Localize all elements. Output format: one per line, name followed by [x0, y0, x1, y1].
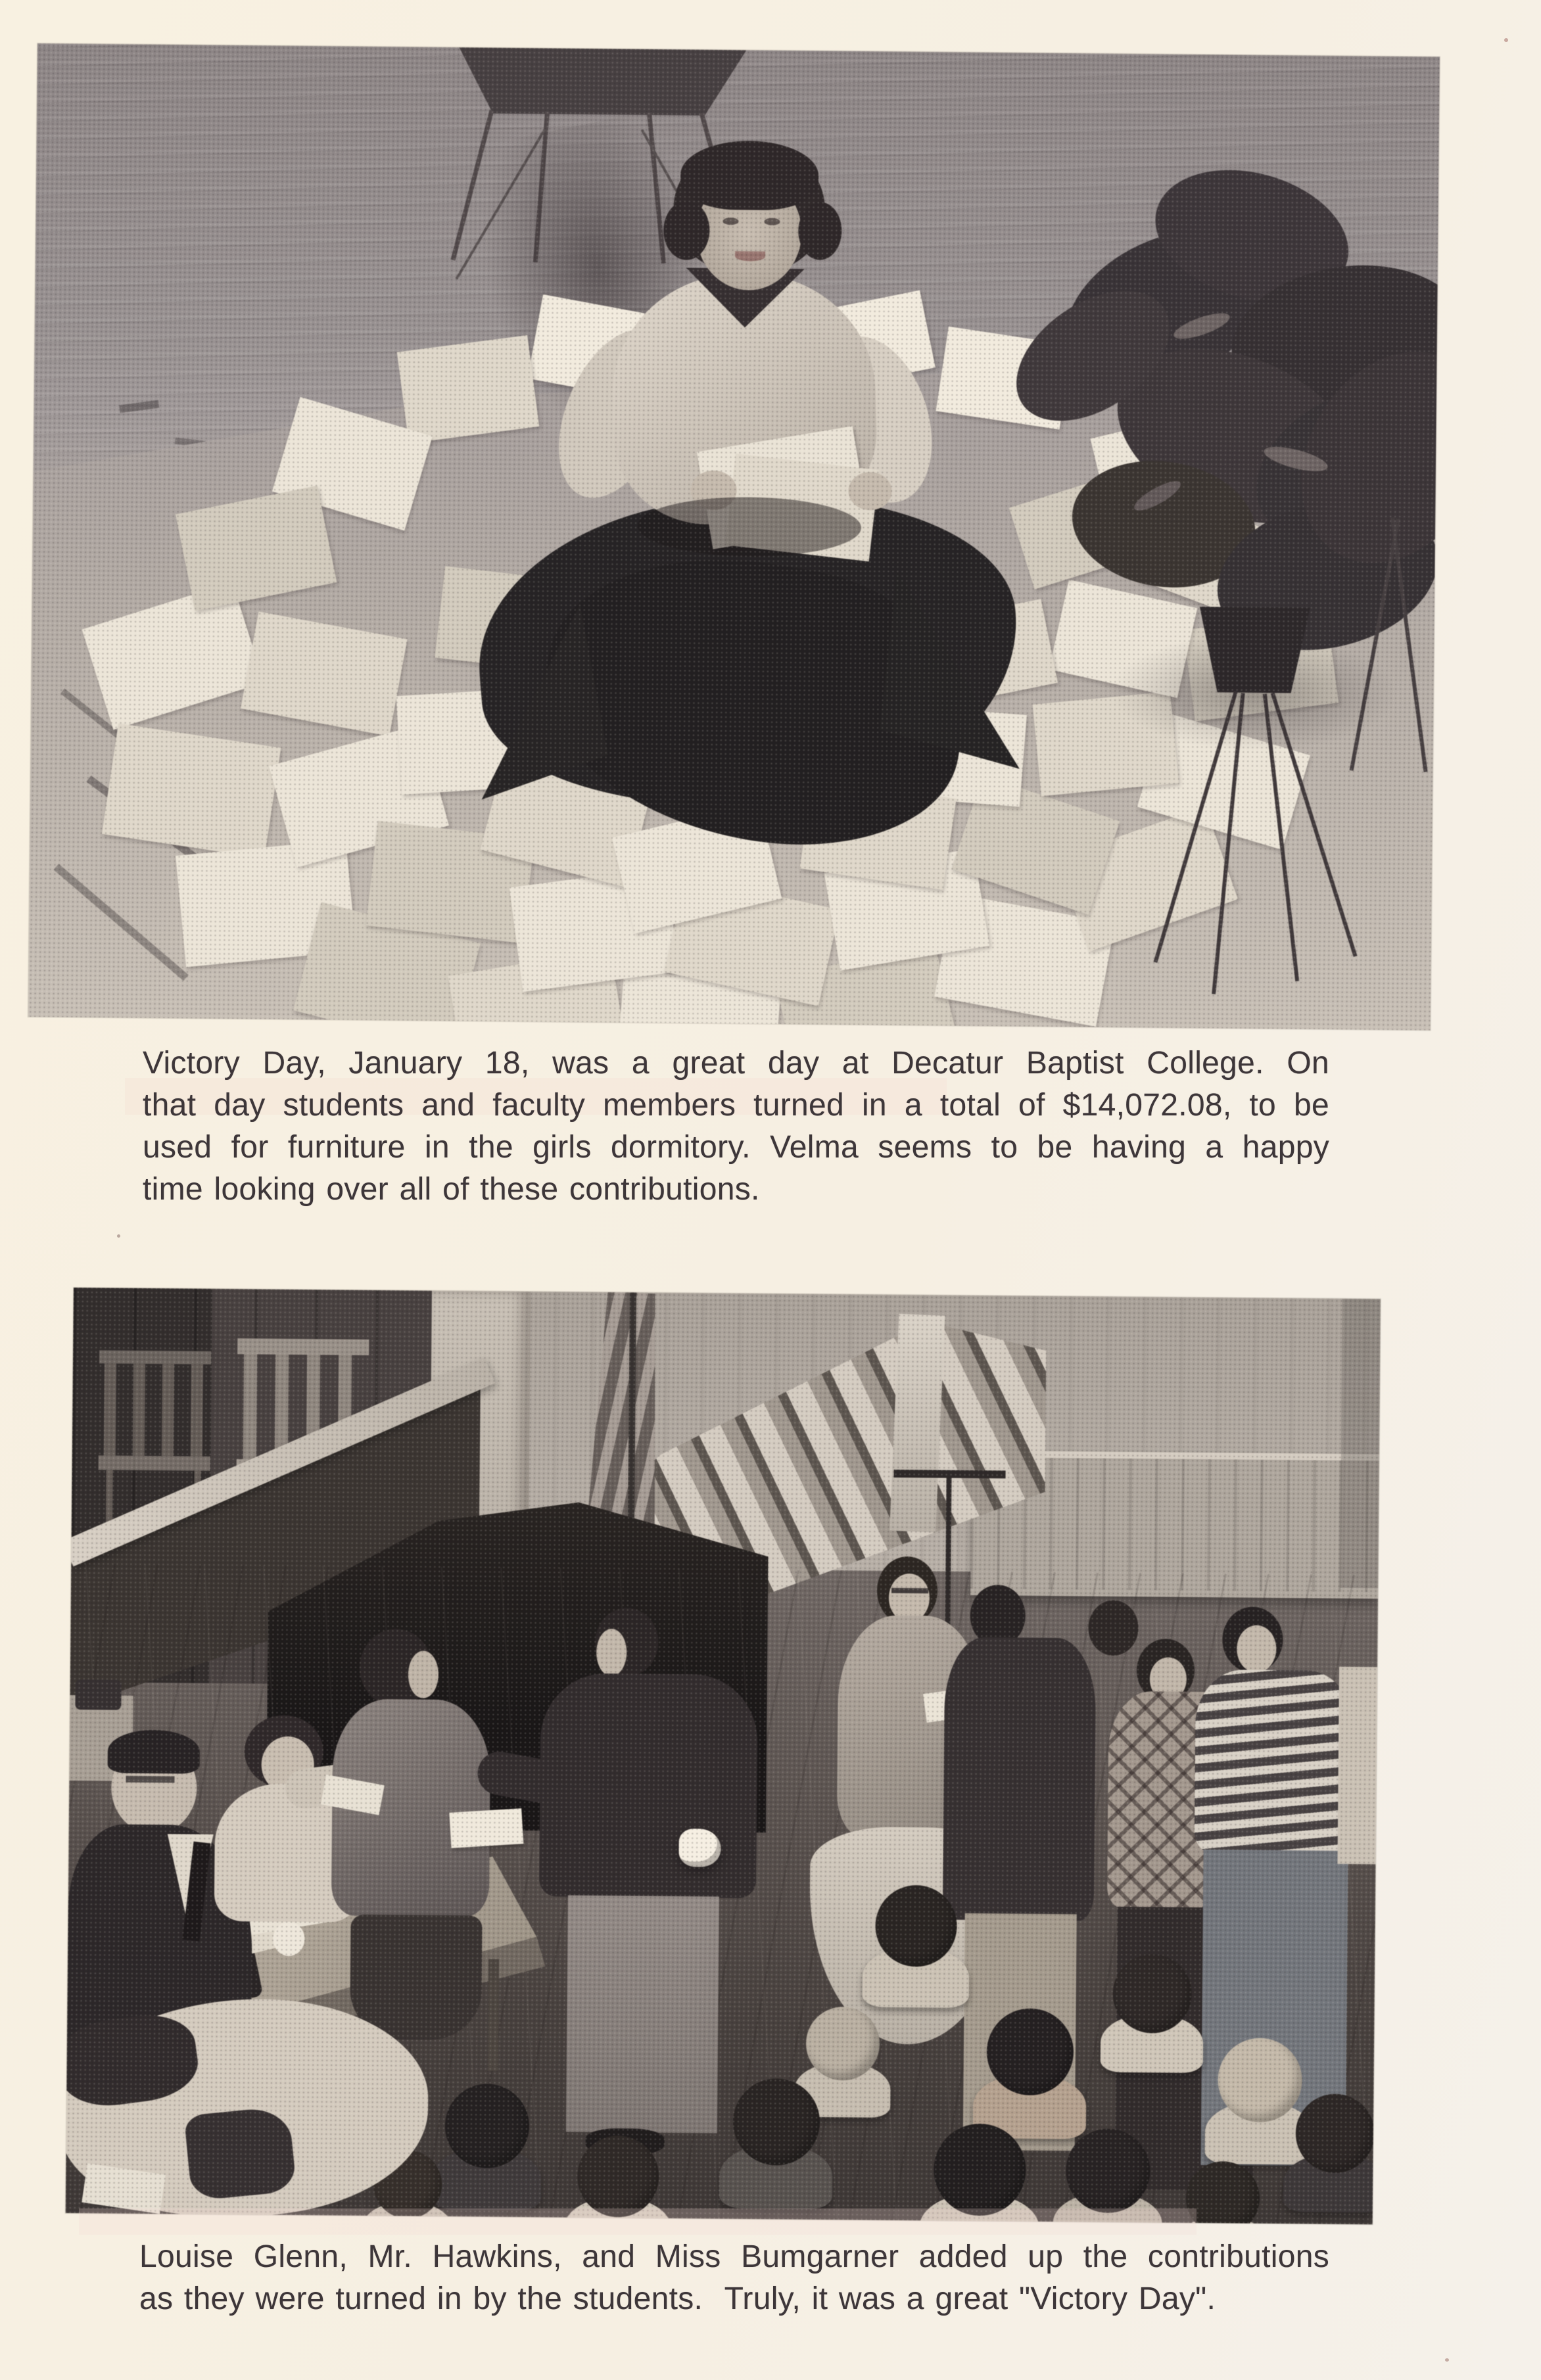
- scan-tint: [79, 2208, 1197, 2235]
- paper-scrap: [102, 724, 281, 858]
- velma-hair-fringe: [680, 140, 819, 210]
- seated-audience-member: [863, 1885, 970, 1992]
- audience-head: [806, 2007, 880, 2081]
- seated-audience-member: [973, 2008, 1087, 2122]
- caption-line: used for furniture in the girls dormitory. Velma seems to be having a happy: [143, 1130, 1329, 1165]
- caption-line: as they were turned in by the students. Truly, it was a great "Victory Day".: [139, 2281, 1216, 2316]
- caption-line: time looking over all of these contributions.: [143, 1172, 760, 1207]
- caption-line: Louise Glenn, Mr. Hawkins, and Miss Bumgarner added up the contributions: [139, 2239, 1329, 2274]
- scan-speck: [1504, 38, 1508, 42]
- plant-floor-shadow: [1109, 632, 1400, 753]
- seated-audience-member: [1101, 1954, 1204, 2057]
- audience-head: [1185, 2161, 1260, 2224]
- audience-head: [1066, 2128, 1150, 2213]
- photo-counting-contributions: [66, 1288, 1381, 2224]
- audience-head: [444, 2084, 529, 2168]
- velma-figure: [451, 126, 1062, 829]
- velma-hand: [848, 472, 892, 511]
- caption-victory-day: [143, 1042, 1329, 1211]
- scan-speck: [117, 1234, 120, 1238]
- photo-velma-victory-day: [28, 43, 1440, 1030]
- audience-head: [1112, 1954, 1192, 2034]
- caption-line: Victory Day, January 18, was a great day at Decatur Baptist College. On: [143, 1046, 1329, 1081]
- audience-head: [732, 2078, 820, 2166]
- dark-case: [184, 2106, 297, 2201]
- audience-head: [875, 1885, 957, 1967]
- paper-scrap: [241, 611, 408, 736]
- paper-scrap: [176, 486, 337, 611]
- audience-head: [577, 2135, 659, 2218]
- velma-eye: [723, 218, 738, 225]
- paper-scrap: [82, 582, 264, 730]
- velma-smile: [735, 251, 765, 261]
- scan-speck: [1445, 2358, 1449, 2362]
- seated-audience-member: [1283, 2093, 1381, 2197]
- velma-hair-curl: [798, 202, 842, 260]
- caption-counting: [139, 2236, 1329, 2320]
- velma-eye: [764, 218, 780, 225]
- plant-stand: [1028, 145, 1438, 977]
- audience-head: [1295, 2093, 1375, 2173]
- audience-head: [934, 2123, 1026, 2216]
- seated-audience-member: [719, 2078, 833, 2192]
- audience-head: [986, 2008, 1074, 2095]
- caption-line: that day students and faculty members turned in a total of $14,072.08, to be: [143, 1088, 1329, 1123]
